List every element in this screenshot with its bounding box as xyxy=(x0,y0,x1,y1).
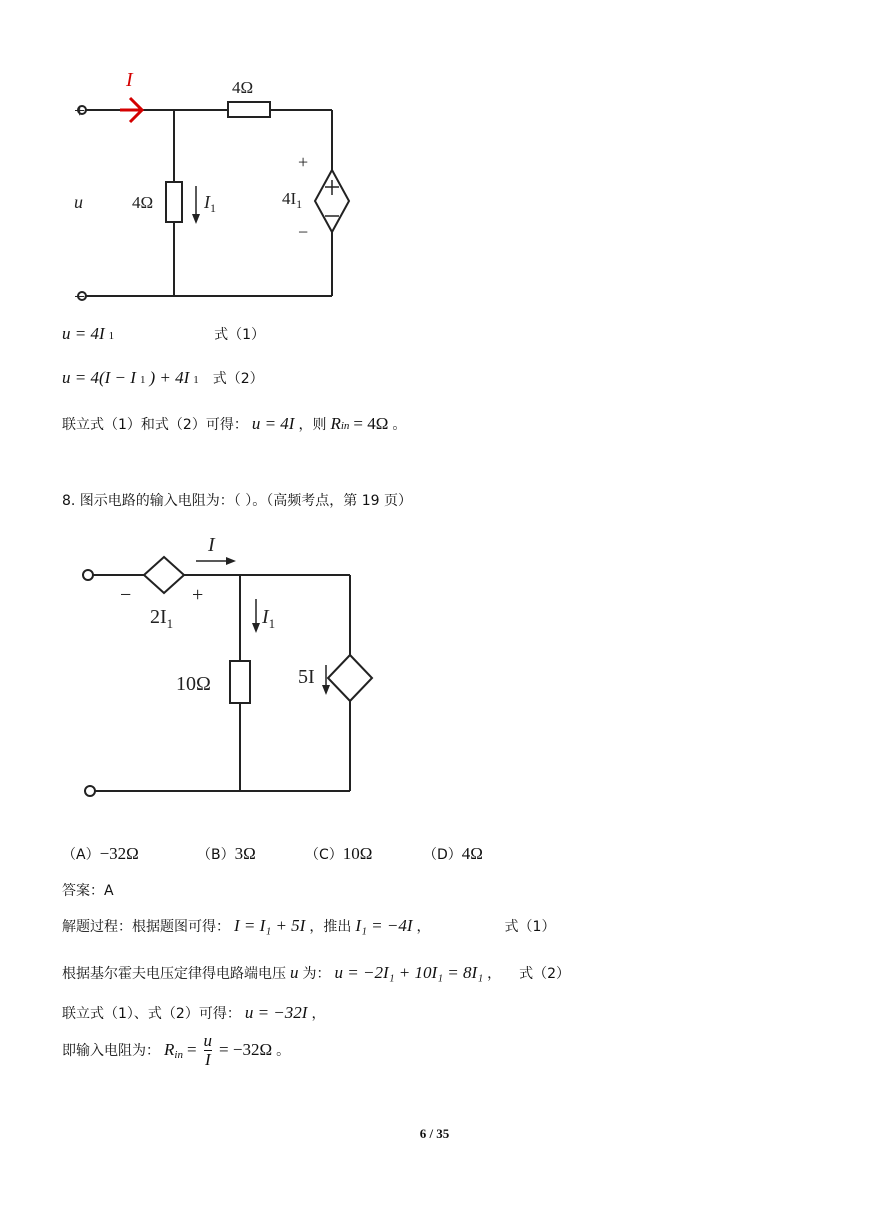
dependent-current-source xyxy=(328,655,372,701)
dep-source-minus: − xyxy=(120,584,132,606)
resistor-10-value: 10Ω xyxy=(176,673,211,695)
circuit-diagram-1 xyxy=(60,60,380,310)
terminal-bottom xyxy=(85,786,95,796)
equation-1: u = 4I 1 式（1） xyxy=(62,324,266,343)
dependent-voltage-source xyxy=(315,170,349,232)
solution-step-1: 解题过程：根据题图可得： I = I₁ + 5I ，推出 I₁ = −4I ， 式（1） xyxy=(62,916,556,935)
dep-source-label: $2I_1$ xyxy=(150,606,174,631)
current-arrow xyxy=(226,557,236,565)
resistor-left xyxy=(166,182,182,222)
options-row xyxy=(62,844,523,864)
resistor-left-value: 4Ω xyxy=(132,193,154,212)
resistor-top-value: 4Ω xyxy=(232,78,254,97)
branch-current-label: $I_1$ xyxy=(262,606,276,631)
cur-source-label: 5I xyxy=(298,666,315,688)
dependent-voltage-source xyxy=(144,557,184,593)
branch-current-arrow xyxy=(192,214,200,224)
fraction-u-over-i: $\frac{u}{I}$ xyxy=(203,1031,213,1069)
resistor-10 xyxy=(230,661,250,703)
option-b[interactable]: （B） 3Ω xyxy=(197,844,256,863)
resistor-top xyxy=(228,102,270,117)
dep-source-minus: − xyxy=(298,222,309,242)
terminal-top xyxy=(83,570,93,580)
option-a[interactable]: （A） −32Ω xyxy=(62,844,139,863)
page-number: 6 / 35 xyxy=(419,1126,450,1141)
solution-step-3: 联立式（1）、式（2）可得： u = −32I ， xyxy=(62,1003,326,1022)
circuit-diagram-2 xyxy=(70,525,390,810)
option-d[interactable]: （D） 4Ω xyxy=(423,844,483,863)
branch-current-label: $I_1$ xyxy=(204,192,216,215)
answer: 答案：A xyxy=(62,883,114,899)
equation-2: u = 4(I − I 1 ) + 4I 1 式（2） xyxy=(62,368,264,387)
solution-step-2: 根据基尔霍夫电压定律得电路端电压 u 为： u = −2I₁ + 10I₁ = 8I₁ ， 式（2） xyxy=(62,963,571,982)
question-8: 8. 图示电路的输入电阻为：（ ）。（高频考点，第 19 页） xyxy=(62,493,412,509)
source-current-arrow xyxy=(322,685,330,695)
circuit1-minus: − xyxy=(74,286,86,308)
circuit1-current-label: I xyxy=(126,69,133,91)
dep-source-label: $4I_1$ xyxy=(282,189,303,211)
conclusion-1: 联立式（1）和式（2）可得： u = 4I ，则 R in = 4Ω 。 xyxy=(62,414,407,433)
circuit1-voltage: u xyxy=(74,192,83,212)
dep-source-plus: + xyxy=(298,152,309,172)
solution-step-4: 即输入电阻为： R $_{in}$ = $\frac{u}{I}$ = −32Ω 。 xyxy=(62,1031,291,1069)
option-c[interactable]: （C） 10Ω xyxy=(305,844,373,863)
circuit2-current-label: I xyxy=(208,534,215,556)
circuit1-plus: + xyxy=(74,100,86,122)
dep-source-plus: + xyxy=(192,584,204,606)
branch-current-arrow xyxy=(252,623,260,633)
